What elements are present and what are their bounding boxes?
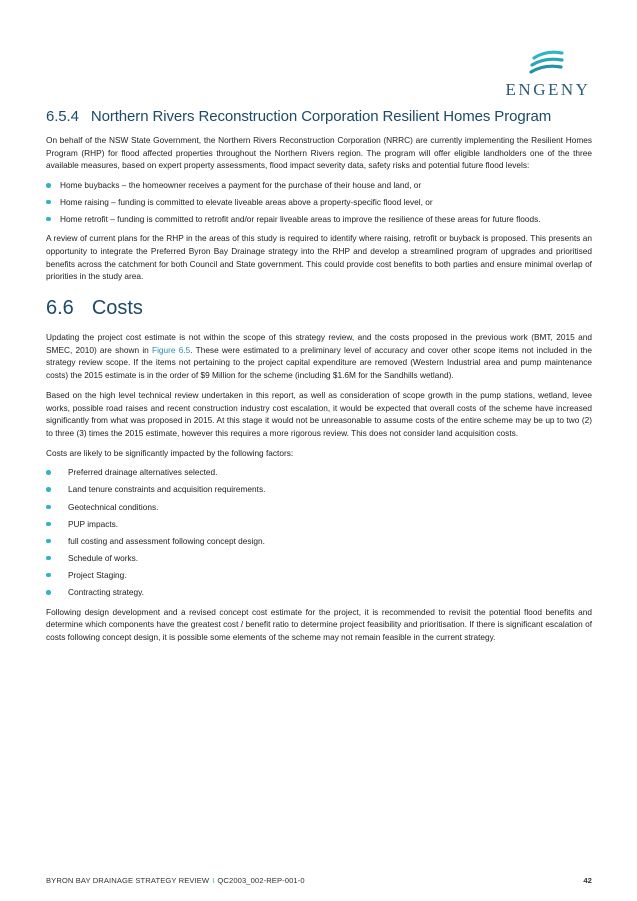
list-item	[46, 518, 592, 531]
section-title: Northern Rivers Reconstruction Corporation Resilient Homes Program	[90, 108, 552, 125]
section-number: 6.5.4	[46, 108, 79, 125]
list-item-text: Home retrofit – funding is committed to retrofit and/or repair liveable areas to improve the resilience of these areas for future floods.	[60, 213, 541, 224]
bullet-icon	[46, 522, 51, 527]
bullet-icon	[46, 556, 51, 561]
bullet-icon	[46, 573, 51, 578]
section-title: Costs	[91, 297, 143, 320]
list-item	[46, 586, 592, 599]
costs-paragraph-2: Based on the high level technical review undertaken in this report, as well as consideration of scope growth in the pump stations, wetland, levee works, possible road raises and recent construction industry cost escalation, it would be expected that overall costs of the scheme have increased significantly from what was proposed in 2015. At this stage it would not be unreasonable to assume costs of the entire scheme may be up to two (2) to three (3) times the 2015 estimate, however this requires a more rigorous review. This does not consider land acquisition costs.	[46, 389, 592, 438]
costs-paragraph-1	[46, 331, 592, 382]
list-item-text: Home raising – funding is committed to elevate liveable areas above a property-specific flood level, or	[60, 196, 433, 207]
list-item	[46, 196, 592, 209]
list-item-text: Schedule of works.	[68, 552, 139, 563]
page-number: 42	[583, 876, 592, 885]
list-item	[46, 179, 592, 192]
list-item	[46, 466, 592, 479]
page-content	[46, 108, 592, 651]
list-item-text: Contracting strategy.	[68, 587, 144, 598]
list-item-text: Project Staging.	[68, 569, 127, 580]
logo-wordmark: ENGENY	[505, 80, 591, 99]
engeny-logo	[505, 50, 591, 100]
bullet-icon	[46, 590, 51, 595]
bullet-icon	[46, 539, 51, 544]
costs-paragraph-3: Costs are likely to be significantly impacted by the following factors:	[46, 447, 294, 458]
list-item-text: PUP impacts.	[68, 518, 119, 529]
rhp-closing-paragraph: A review of current plans for the RHP in the areas of this study is required to identify where raising, retrofit or buyback is proposed. This presents an opportunity to integrate the Preferred Byron Bay Drainage strategy into the RHP and develop a streamlined program of upgrades and prioritised benefits across the catchment for both Council and State government. This could provide cost benefits to both parties and ensure minimal overlap of priorities in the study area.	[46, 233, 592, 282]
section-heading-6-6	[46, 297, 592, 320]
section-number: 6.6	[46, 297, 74, 320]
list-item-text: full costing and assessment following concept design.	[68, 535, 265, 546]
list-item	[46, 569, 592, 582]
list-item-text: Preferred drainage alternatives selected.	[68, 467, 218, 478]
costs-paragraph-4: Following design development and a revised concept cost estimate for the project, it is recommended to revisit the potential flood benefits and determine which components have the greatest cost / benefit ratio to determine project feasibility and prioritisation. If there is significant escalation of costs following concept design, it is possible some elements of the scheme may not remain feasible in the current strategy.	[46, 606, 592, 643]
bullet-icon	[46, 183, 51, 188]
footer-doc-ref: QC2003_002-REP-001-0	[217, 876, 305, 885]
list-item	[46, 501, 592, 514]
figure-6-5-link[interactable]: Figure 6.5	[152, 344, 191, 355]
paragraph-text: . These were estimated to a preliminary level of accuracy and cover other scope items not included in the strategy review scope. If the items not pertaining to the project capital expenditure are removed (Western Industrial area and pump maintenance costs) the 2015 estimate is in the order of $9 Million for the scheme (including $1.6M for the Sandhills wetland).	[46, 344, 592, 381]
list-item	[46, 213, 592, 226]
rhp-intro-paragraph: On behalf of the NSW State Government, the Northern Rivers Reconstruction Corporation (NRRC) are currently implementing the Resilient Homes Program (RHP) for flood affected properties throughout the Northern Rivers region. The program will offer eligible landholders one of the three available measures, based on expert property assessments, flood impact severity data, safety risks and potential future flood levels:	[46, 135, 592, 171]
paragraph-text: Updating the project cost estimate is not within the scope of this strategy review, and the costs proposed in the previous work (BMT, 2015 and SMEC, 2010) are shown in	[46, 332, 592, 355]
list-item	[46, 535, 592, 548]
bullet-icon	[46, 200, 51, 205]
footer-separator: I	[212, 876, 215, 885]
list-item-text: Land tenure constraints and acquisition requirements.	[68, 484, 266, 495]
list-item	[46, 552, 592, 565]
bullet-icon	[46, 505, 51, 510]
bullet-icon	[46, 487, 51, 492]
bullet-icon	[46, 217, 51, 222]
rhp-measures-list	[46, 179, 592, 225]
cost-factors-list	[46, 466, 592, 598]
page-footer	[46, 876, 592, 885]
list-item	[46, 483, 592, 496]
list-item-text: Home buybacks – the homeowner receives a payment for the purchase of their house and land, or	[60, 180, 422, 191]
wave-icon	[528, 50, 568, 78]
bullet-icon	[46, 470, 51, 475]
section-heading-6-5-4	[46, 108, 592, 125]
list-item-text: Geotechnical conditions.	[68, 501, 159, 512]
footer-title: BYRON BAY DRAINAGE STRATEGY REVIEW	[46, 876, 210, 885]
